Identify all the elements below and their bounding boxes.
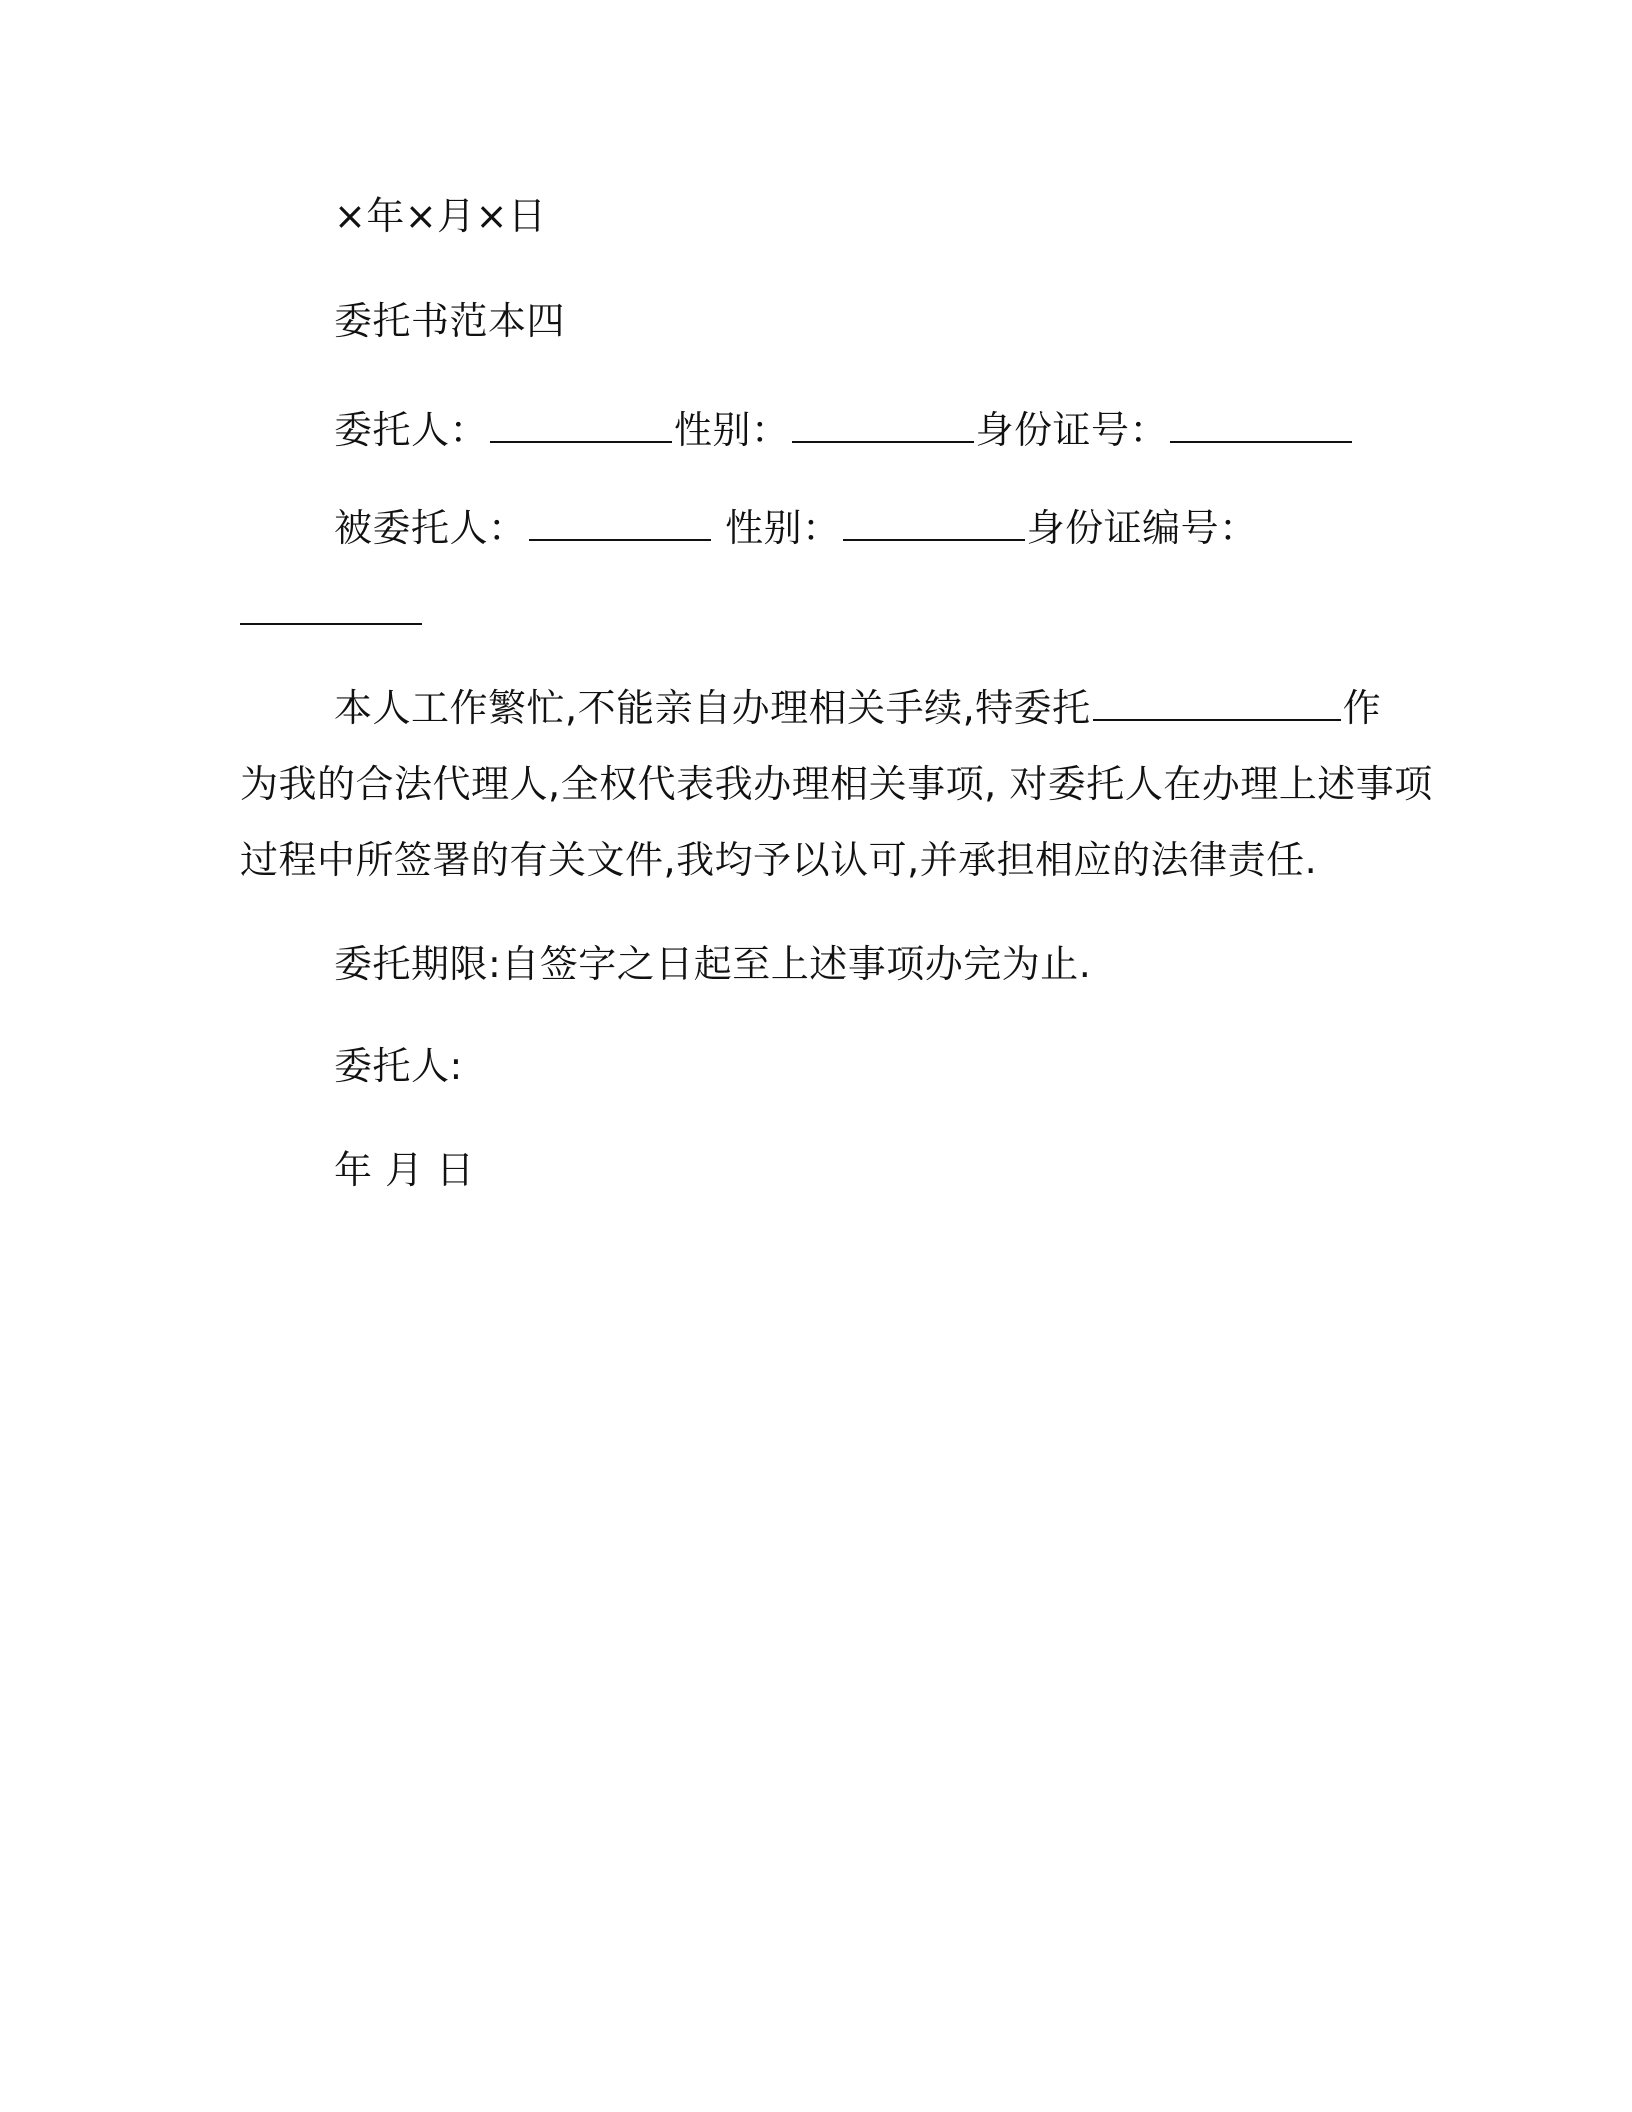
body-line-2: 为我的合法代理人,全权代表我办理相关事项, 对委托人在办理上述事项 [240, 762, 1433, 806]
agent-row [334, 504, 1258, 552]
principal-name-blank [490, 407, 672, 443]
body-line-1 [334, 684, 1381, 732]
date-footer: 年 月 日 [334, 1148, 475, 1192]
term-line: 委托期限:自签字之日起至上述事项办完为止. [334, 942, 1092, 986]
agent-gender-label: 性别： [725, 506, 841, 550]
body-line-1-end: 作 [1342, 686, 1382, 730]
section-title: 委托书范本四 [334, 299, 566, 343]
agent-name-blank [529, 505, 711, 541]
principal-id-blank [1170, 407, 1352, 443]
trustee-blank [1093, 685, 1341, 721]
body-line-3: 过程中所签署的有关文件,我均予以认可,并承担相应的法律责任. [240, 838, 1318, 882]
principal-gender-blank [792, 407, 974, 443]
principal-label: 委托人： [334, 408, 489, 452]
body-line-1-text: 本人工作繁忙,不能亲自办理相关手续,特委托 [334, 686, 1091, 730]
date-line: ×年×月×日 [334, 194, 547, 238]
agent-id-blank [240, 589, 422, 625]
agent-id-label: 身份证编号： [1026, 506, 1258, 550]
agent-label: 被委托人： [334, 506, 527, 550]
principal-row [334, 406, 1354, 454]
principal-gender-label: 性别： [674, 408, 790, 452]
agent-gender-blank [843, 505, 1025, 541]
agent-id-line [240, 588, 424, 636]
principal-id-label: 身份证号： [975, 408, 1169, 452]
signature-label: 委托人: [334, 1044, 463, 1088]
